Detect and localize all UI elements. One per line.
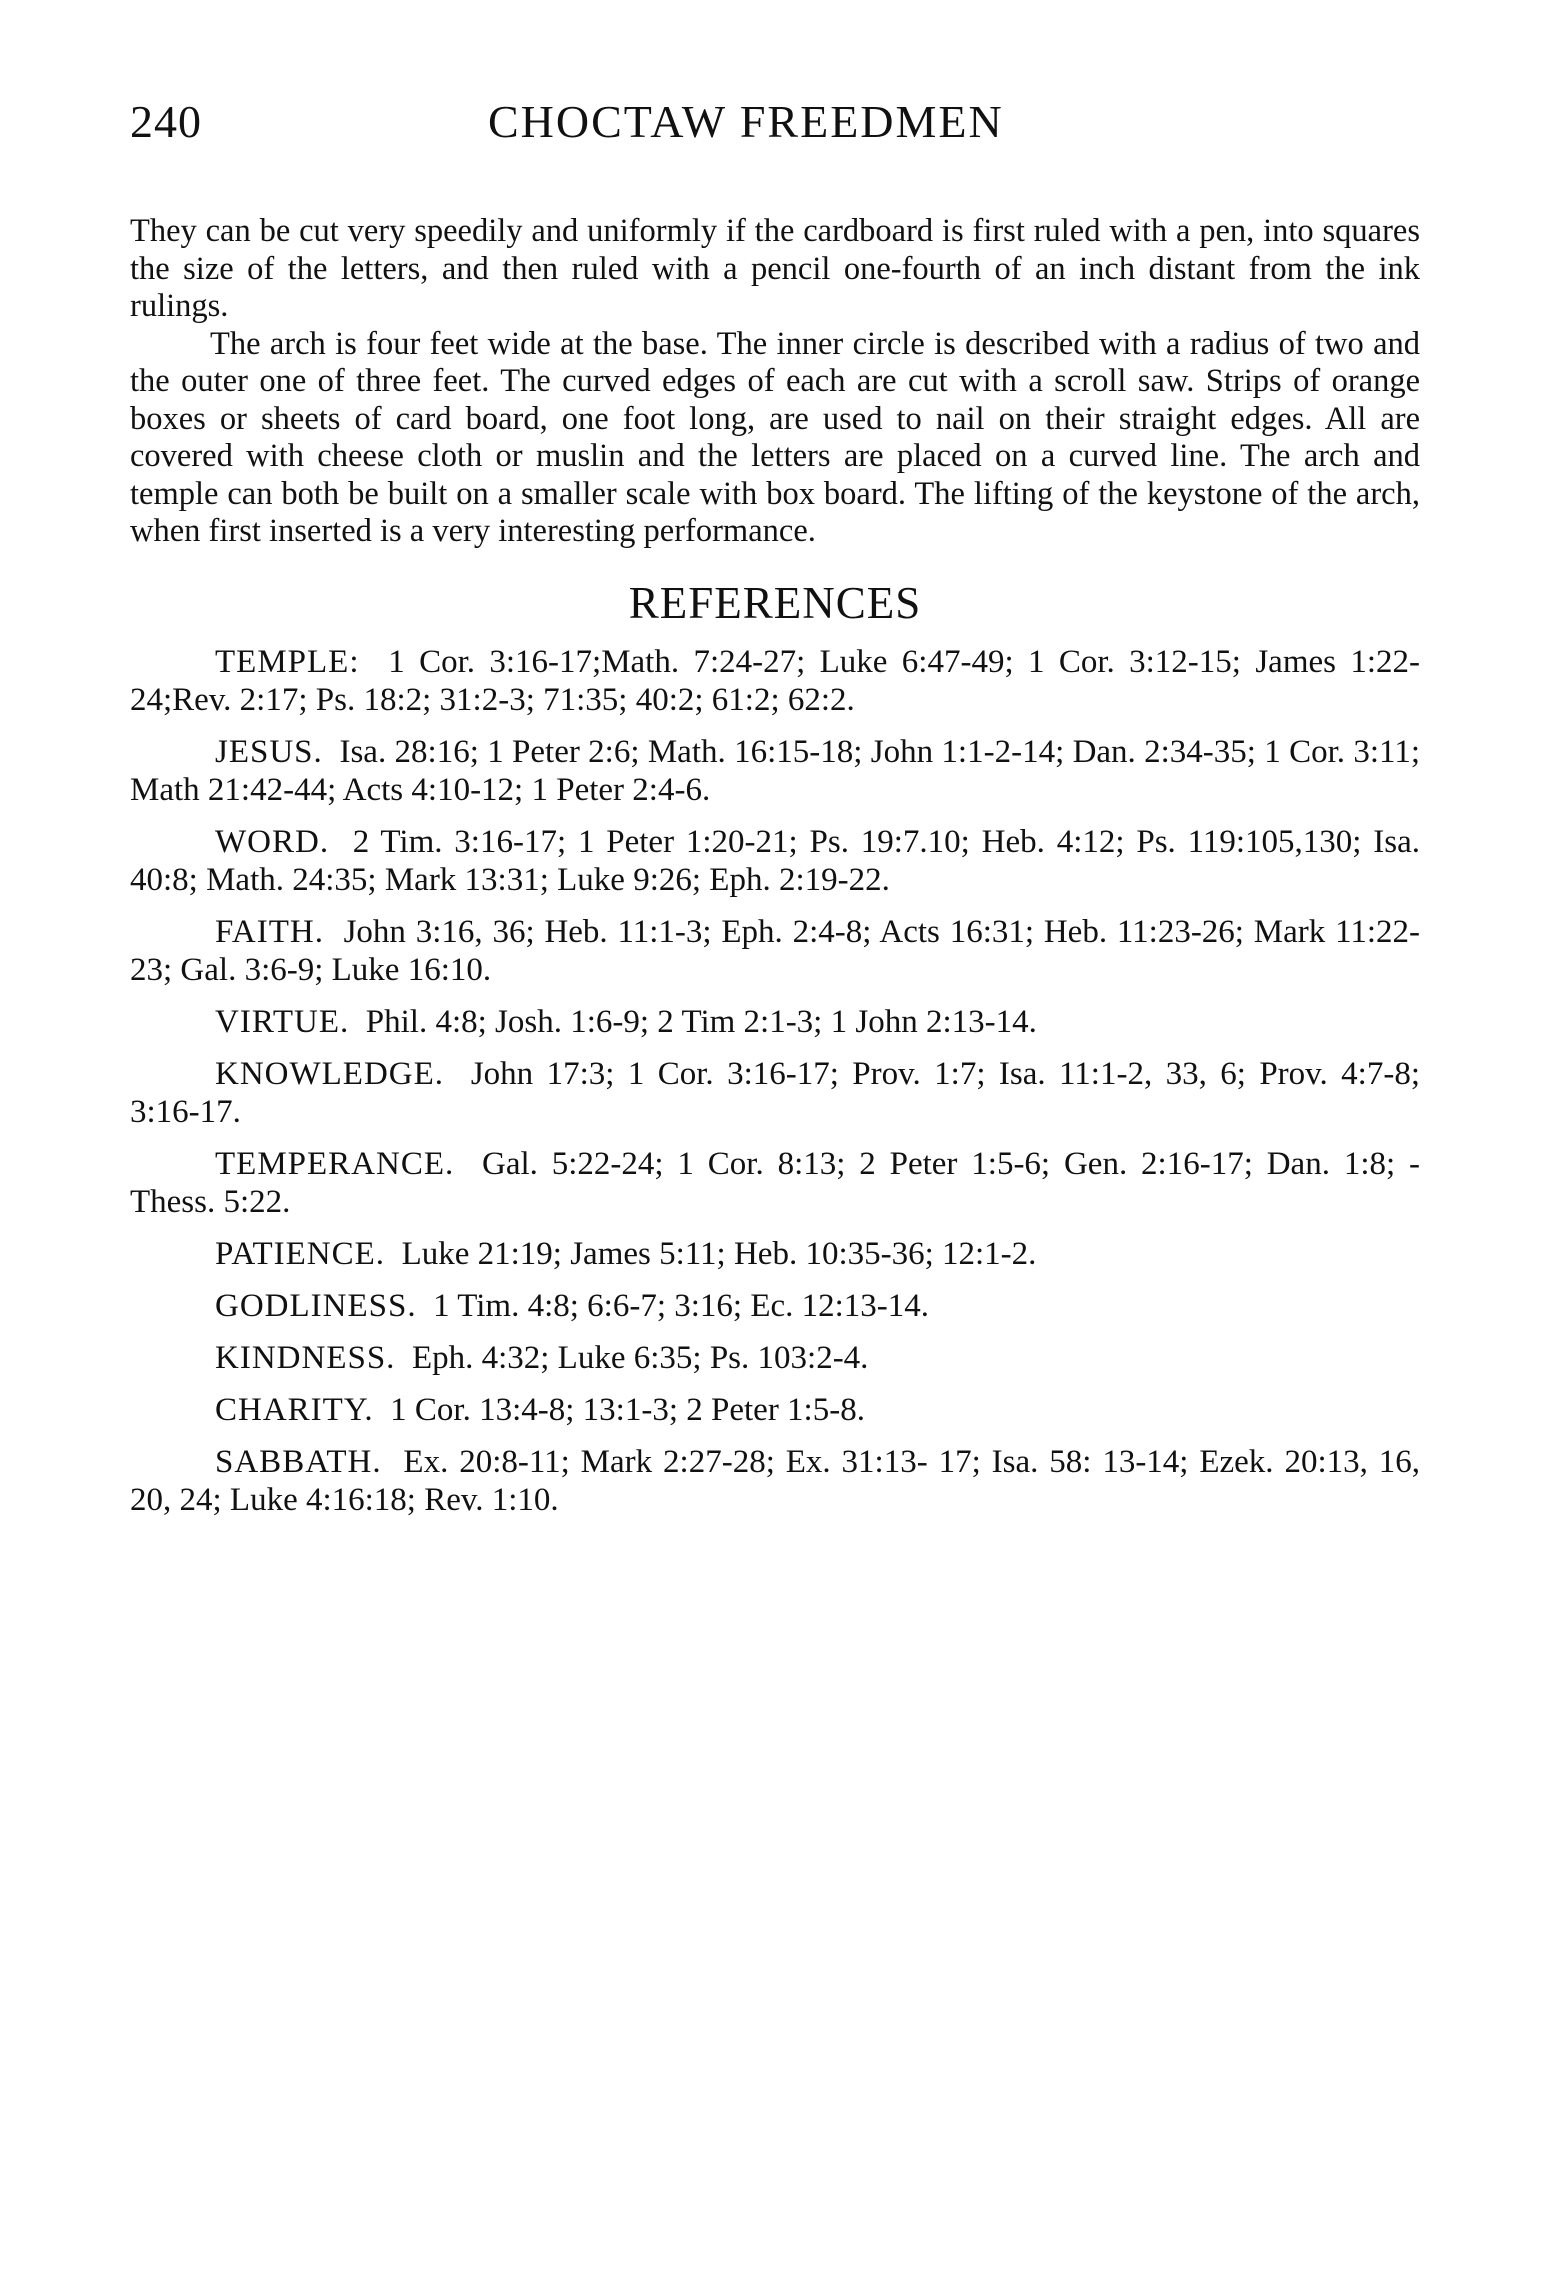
reference-entry-charity — [130, 1391, 1420, 1429]
reference-entry-kindness — [130, 1339, 1420, 1377]
page-number: 240 — [130, 96, 202, 147]
reference-entry-patience — [130, 1235, 1420, 1273]
paragraph: The arch is four feet wide at the base. The inner circle is described with a radius of two and the outer one of three feet. The curved edges of each are cut with a scroll saw. Strips of orange boxes or sheets of card board, one foot long, are used to nail on their straight edges. All are covered with cheese cloth or muslin and the letters are placed on a curved line. The arch and temple can both be built on a smaller scale with box board. The lifting of the keystone of the arch, when first inserted is a very interesting performance. — [130, 325, 1420, 549]
reference-entry-word — [130, 823, 1420, 899]
reference-citations: 1 Tim. 4:8; 6:6-7; 3:16; Ec. 12:13-14. — [433, 1287, 930, 1324]
reference-entry-temple — [130, 643, 1420, 719]
reference-topic: KINDNESS. — [215, 1339, 396, 1376]
reference-entry-knowledge — [130, 1055, 1420, 1131]
references-list — [130, 643, 1420, 1519]
reference-entry-faith — [130, 913, 1420, 989]
reference-topic: TEMPLE: — [215, 643, 360, 680]
reference-topic: GODLINESS. — [215, 1287, 417, 1324]
reference-citations: Gal. 5:22-24; 1 Cor. 8:13; 2 Peter 1:5-6; Gen. 2:16-17; Dan. 1:8; - Thess. 5:22. — [130, 1145, 1420, 1220]
body-text — [130, 213, 1420, 551]
reference-citations: 2 Tim. 3:16-17; 1 Peter 1:20-21; Ps. 19:7.10; Heb. 4:12; Ps. 119:105,130; Isa. 40:8; Math. 24:35; Mark 13:31; Luke 9:26; Eph. 2:19-22. — [130, 823, 1420, 898]
reference-topic: VIRTUE. — [215, 1003, 350, 1040]
running-header — [130, 95, 1420, 165]
reference-entry-virtue — [130, 1003, 1420, 1041]
reference-entry-godliness — [130, 1287, 1420, 1325]
reference-topic: TEMPERANCE. — [215, 1145, 455, 1182]
book-page — [130, 95, 1420, 1533]
reference-topic: PATIENCE. — [215, 1235, 386, 1272]
reference-citations: 1 Cor. 13:4-8; 13:1-3; 2 Peter 1:5-8. — [390, 1391, 865, 1428]
reference-topic: CHARITY. — [215, 1391, 374, 1428]
reference-citations: Eph. 4:32; Luke 6:35; Ps. 103:2-4. — [411, 1339, 869, 1376]
references-heading: REFERENCES — [628, 577, 922, 628]
reference-citations: Phil. 4:8; Josh. 1:6-9; 2 Tim 2:1-3; 1 John 2:13-14. — [365, 1003, 1037, 1040]
running-title: CHOCTAW FREEDMEN — [488, 96, 1004, 147]
reference-entry-sabbath — [130, 1443, 1420, 1519]
reference-entry-temperance — [130, 1145, 1420, 1221]
paragraph: They can be cut very speedily and uniformly if the cardboard is first ruled with a pen, into squares the size of the letters, and then ruled with a pencil one-fourth of an inch distant from the ink rulings. — [130, 213, 1420, 324]
reference-entry-jesus — [130, 733, 1420, 809]
reference-topic: KNOWLEDGE. — [215, 1055, 445, 1092]
reference-citations: John 3:16, 36; Heb. 11:1-3; Eph. 2:4-8; Acts 16:31; Heb. 11:23-26; Mark 11:22-23; Gal. 3:6-9; Luke 16:10. — [130, 913, 1421, 988]
reference-citations: Luke 21:19; James 5:11; Heb. 10:35-36; 12:1-2. — [401, 1235, 1037, 1272]
reference-citations: 1 Cor. 3:16-17;Math. 7:24-27; Luke 6:47-49; 1 Cor. 3:12-15; James 1:22-24;Rev. 2:17; Ps. 18:2; 31:2-3; 71:35; 40:2; 61:2; 62:2. — [130, 643, 1420, 718]
reference-topic: JESUS. — [215, 733, 323, 770]
reference-topic: WORD. — [215, 823, 330, 860]
reference-citations: Ex. 20:8-11; Mark 2:27-28; Ex. 31:13- 17; Isa. 58: 13-14; Ezek. 20:13, 16, 20, 24; Luke 4:16:18; Rev. 1:10. — [130, 1443, 1420, 1518]
reference-topic: FAITH. — [215, 913, 324, 950]
reference-topic: SABBATH. — [215, 1443, 382, 1480]
reference-citations: Isa. 28:16; 1 Peter 2:6; Math. 16:15-18; John 1:1-2-14; Dan. 2:34-35; 1 Cor. 3:11; Math 21:42-44; Acts 4:10-12; 1 Peter 2:4-6. — [130, 733, 1420, 808]
reference-citations: John 17:3; 1 Cor. 3:16-17; Prov. 1:7; Isa. 11:1-2, 33, 6; Prov. 4:7-8; 3:16-17. — [130, 1055, 1421, 1130]
